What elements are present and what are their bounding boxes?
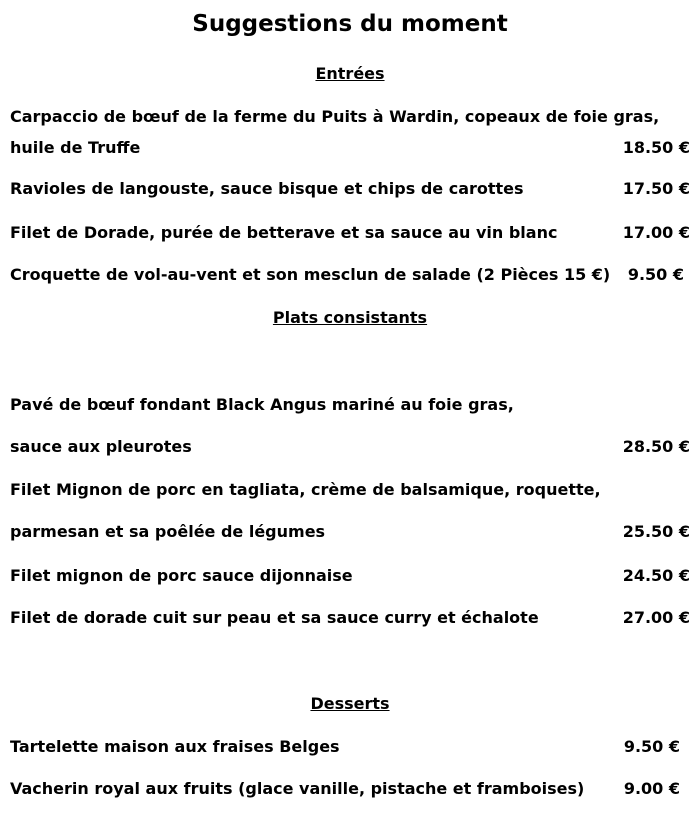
menu-item-text: Ravioles de langouste, sauce bisque et chips de carottes xyxy=(10,179,524,198)
menu-item-text: Filet Mignon de porc en tagliata, crème de balsamique, roquette, xyxy=(10,480,601,499)
section-heading-desserts: Desserts xyxy=(310,694,390,713)
menu-item-text: Carpaccio de bœuf de la ferme du Puits à Wardin, copeaux de foie gras, xyxy=(10,107,660,126)
menu-item-text: Vacherin royal aux fruits (glace vanille, pistache et framboises) xyxy=(10,779,585,798)
menu-item-price: 17.50 € xyxy=(622,179,690,198)
menu-item-price: 18.50 € xyxy=(622,138,690,157)
menu-item-text: Croquette de vol-au-vent et son mesclun de salade (2 Pièces 15 €) xyxy=(10,265,611,284)
menu-item-text: Filet mignon de porc sauce dijonnaise xyxy=(10,566,353,585)
menu-item-price: 9.50 € xyxy=(623,737,680,756)
menu-item-text: parmesan et sa poêlée de légumes xyxy=(10,522,326,541)
section-heading-entrees: Entrées xyxy=(315,64,385,83)
menu-item-price: 25.50 € xyxy=(622,522,690,541)
menu-item-price: 17.00 € xyxy=(622,223,690,242)
menu-item-text: Filet de dorade cuit sur peau et sa sauce curry et échalote xyxy=(10,608,539,627)
menu-item-price: 9.50 € xyxy=(627,265,684,284)
section-heading-plats: Plats consistants xyxy=(272,308,428,327)
menu-item-price: 24.50 € xyxy=(622,566,690,585)
menu-item-text: Filet de Dorade, purée de betterave et sa sauce au vin blanc xyxy=(10,223,558,242)
menu-title: Suggestions du moment xyxy=(192,11,508,37)
menu-item-text: Tartelette maison aux fraises Belges xyxy=(10,737,340,756)
menu-item-text: sauce aux pleurotes xyxy=(10,437,192,456)
menu-item-price: 27.00 € xyxy=(622,608,690,627)
menu-item-price: 9.00 € xyxy=(623,779,680,798)
menu-item-text: huile de Truffe xyxy=(10,138,141,157)
menu-item-price: 28.50 € xyxy=(622,437,690,456)
menu-item-text: Pavé de bœuf fondant Black Angus mariné au foie gras, xyxy=(10,395,514,414)
